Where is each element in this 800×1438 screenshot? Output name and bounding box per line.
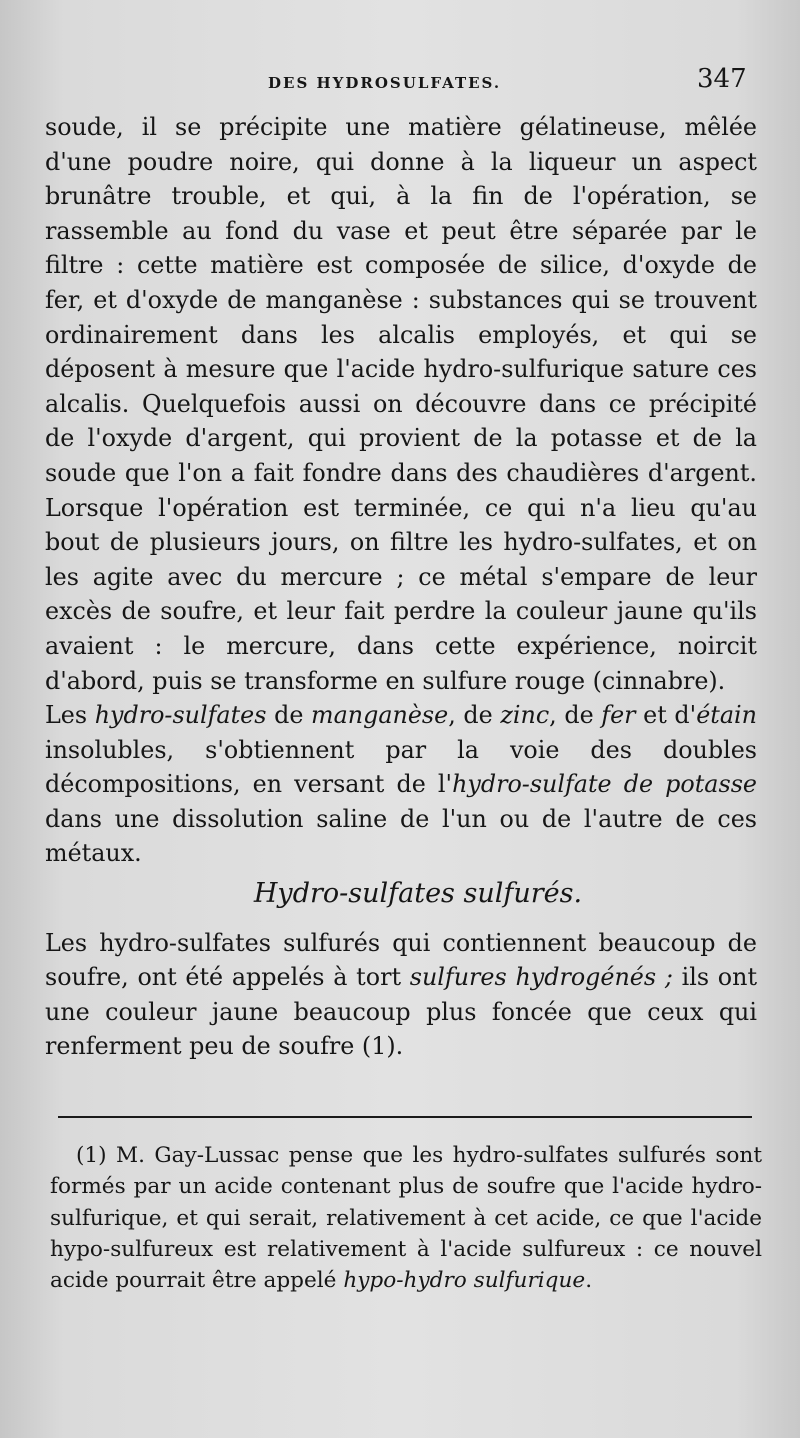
footnote-divider — [58, 1116, 752, 1118]
running-title: DES HYDROSULFATES. — [268, 74, 502, 92]
text-run: , de — [549, 701, 602, 730]
italic-term: hydro-sulfate de potasse — [452, 770, 757, 799]
text-run: insolubles, s'obtiennent par la voie des doubles décompositions, en versant de l' — [45, 735, 757, 799]
footnote-text: . — [585, 1268, 593, 1294]
text-run: de — [266, 701, 312, 730]
main-text — [45, 110, 757, 1064]
text-run: Les hydro-sulfates sulfurés qui contiennent beaucoup de soufre, ont été appelés à tort — [45, 928, 757, 992]
footnote-marker: (1) — [76, 1143, 107, 1168]
italic-term: fer — [601, 701, 636, 730]
italic-term: hydro-sulfates — [94, 701, 267, 730]
paragraph-insoluble-hydrosulfates — [45, 698, 757, 871]
italic-term: manganèse — [311, 701, 449, 730]
text-run: , de — [448, 701, 501, 730]
text-run: ils ont une couleur jaune beaucoup plus foncée que ceux qui renferment peu de soufre (1). — [45, 963, 758, 1061]
italic-term: sulfures hydrogénés ; — [409, 963, 673, 992]
text-run: Les — [45, 701, 95, 730]
page-number: 347 — [697, 64, 747, 94]
footnote — [50, 1140, 762, 1296]
footnote-text: M. Gay-Lussac pense que les hydro-sulfates sulfurés sont formés par un acide contenant plus de soufre que l'acide hydro-sulfurique, et qui serait, relativement à cet acide, ce que l'acide hypo-sulfureux est relativement à l'acide sulfureux : ce nouvel acide pourrait être appelé — [50, 1143, 762, 1294]
paragraph-sulfured-hydrosulfates — [45, 926, 757, 1064]
paragraph-continuation: soude, il se précipite une matière gélatineuse, mêlée d'une poudre noire, qui donne à la liqueur un aspect brunâtre trouble, et qui, à la fin de l'opération, se rassemble au fond du vase et peut être séparée par le filtre : cette matière est composée de silice, d'oxyde de fer, et d'oxyde de manganèse : substances qui se trouvent ordinairement dans les alcalis employés, et qui se déposent à mesure que l'acide hydro-sulfurique sature ces alcalis. Quelquefois aussi on découvre dans ce précipité de l'oxyde d'argent, qui provient de la potasse et de la soude que l'on a fait fondre dans des chaudières d'argent. Lorsque l'opération est terminée, ce qui n'a lieu qu'au bout de plusieurs jours, on filtre les hydro-sulfates, et on les agite avec du mercure ; ce métal s'empare de leur excès de soufre, et leur fait perdre la couleur jaune qu'ils avaient : le mercure, dans cette expérience, noircit d'abord, puis se transforme en sulfure rouge (cinnabre). — [45, 113, 757, 695]
italic-term: zinc — [500, 701, 550, 730]
italic-term: étain — [696, 701, 757, 730]
text-run: dans une dissolution saline de l'un ou de l'autre de ces métaux. — [45, 804, 757, 868]
text-run: et d' — [635, 701, 697, 730]
section-heading: Hydro-sulfates sulfurés. — [253, 878, 583, 910]
italic-term: hypo-hydro sulfurique — [343, 1268, 586, 1294]
